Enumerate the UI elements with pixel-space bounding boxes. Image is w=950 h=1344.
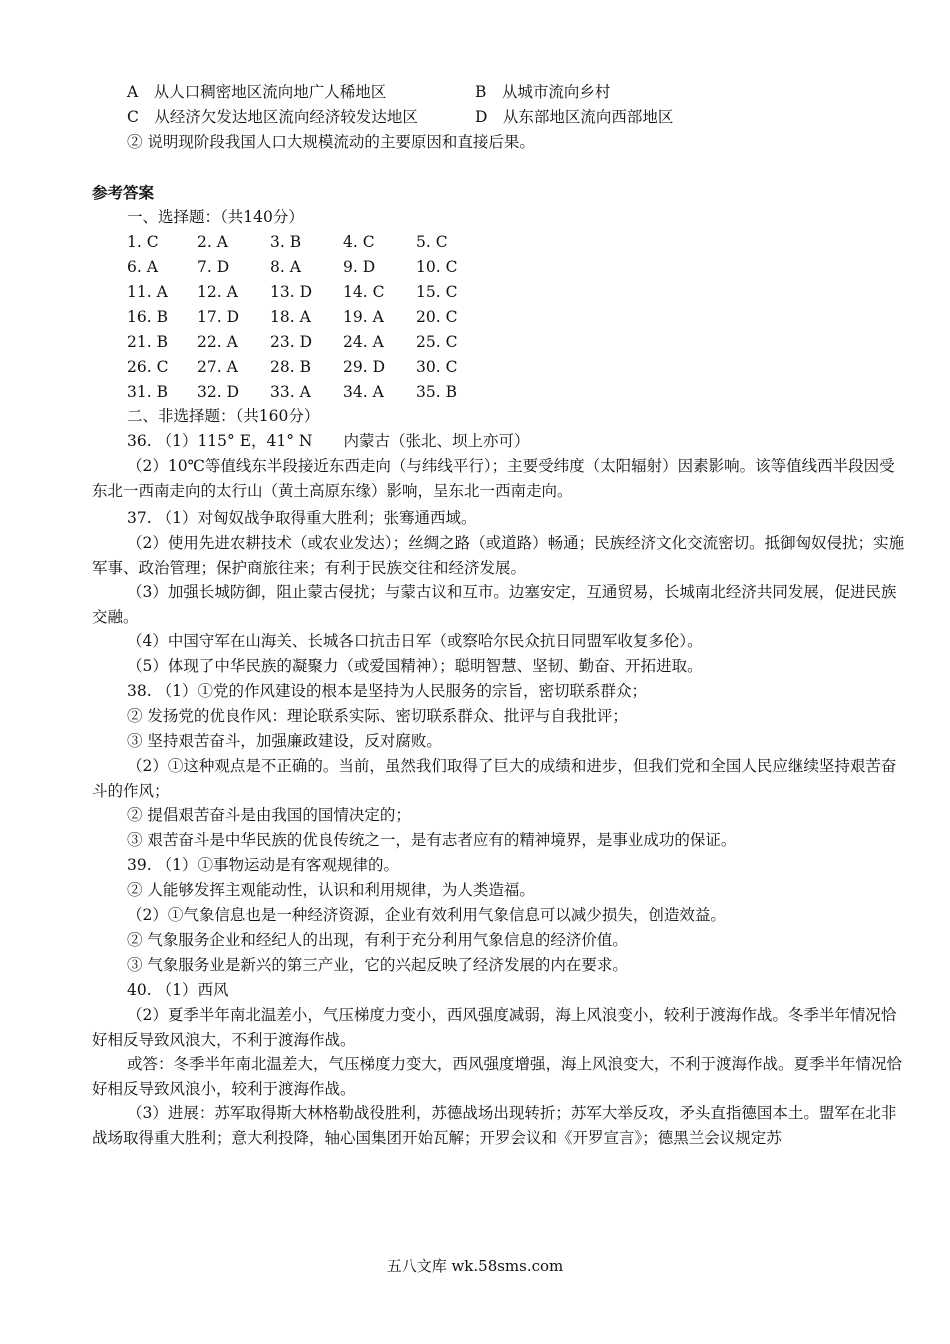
question-prompt: ② 说明现阶段我国人口大规模流动的主要原因和直接后果。 — [127, 133, 535, 151]
choice-answer: 31. B — [127, 383, 168, 401]
choice-answer: 17. D — [197, 308, 240, 326]
choice-answer: 21. B — [127, 333, 168, 351]
answer-40-2-alt: 或答：冬季半年南北温差大，气压梯度力变大，西风强度增强，海上风浪变大，不利于渡海作战。夏季半年情况恰好相反导致风浪小，较利于渡海作战。 — [92, 1055, 903, 1098]
answer-37-1: 37. （1）对匈奴战争取得重大胜利；张骞通西域。 — [127, 509, 477, 527]
answer-39-2c: ③ 气象服务业是新兴的第三产业，它的兴起反映了经济发展的内在要求。 — [127, 956, 628, 974]
answer-39-2: （2）①气象信息也是一种经济资源，企业有效利用气象信息可以减少损失，创造效益。 — [127, 906, 726, 924]
answer-40-2: （2）夏季半年南北温差小，气压梯度力变小，西风强度减弱，海上风浪变小，较利于渡海作战。冬季半年情况恰好相反导致风浪大，不利于渡海作战。 — [92, 1006, 897, 1049]
choice-answer: 34. A — [343, 383, 384, 401]
choice-answer-row — [127, 331, 489, 353]
choice-answer: 32. D — [197, 383, 240, 401]
footer-watermark: 五八文库 wk.58sms.com — [386, 1257, 564, 1275]
choice-answer: 26. C — [127, 358, 169, 376]
choice-answer-row — [127, 356, 489, 378]
answer-36-1: 36. （1）115° E，41° N 内蒙古（张北、坝上亦可） — [127, 432, 530, 450]
choice-answer: 6. A — [127, 258, 158, 276]
choice-answer: 7. D — [197, 258, 230, 276]
choice-answer: 9. D — [343, 258, 376, 276]
choice-answer: 4. C — [343, 233, 375, 251]
answer-38-1c: ③ 坚持艰苦奋斗，加强廉政建设，反对腐败。 — [127, 732, 442, 750]
choice-answer: 18. A — [270, 308, 311, 326]
answer-36-2: （2）10℃等值线东半段接近东西走向（与纬线平行）；主要受纬度（太阳辐射）因素影响。该等值线西半段因受东北一西南走向的太行山（黄土高原东缘）影响，呈东北一西南走向。 — [92, 457, 895, 500]
choice-answer: 24. A — [343, 333, 384, 351]
choice-answer: 19. A — [343, 308, 384, 326]
answer-39-2b: ② 气象服务企业和经纪人的出现，有利于充分利用气象信息的经济价值。 — [127, 931, 628, 949]
answer-37-4: （4）中国守军在山海关、长城各口抗击日军（或察哈尔民众抗日同盟军收复多伦）。 — [127, 632, 703, 650]
choice-answer: 25. C — [416, 333, 458, 351]
choice-answer: 13. D — [270, 283, 313, 301]
choice-answer: 28. B — [270, 358, 311, 376]
choice-answer: 16. B — [127, 308, 168, 326]
choice-answer: 30. C — [416, 358, 458, 376]
choice-answer-row — [127, 281, 489, 303]
option-a: A 从人口稠密地区流向地广人稀地区 — [127, 83, 387, 101]
choice-answer: 35. B — [416, 383, 457, 401]
choice-answer: 5. C — [416, 233, 448, 251]
choice-answer: 3. B — [270, 233, 302, 251]
answer-40-3: （3）进展：苏军取得斯大林格勒战役胜利，苏德战场出现转折；苏军大举反攻，矛头直指德国本土。盟军在北非战场取得重大胜利；意大利投降，轴心国集团开始瓦解；开罗会议和《开罗宣言》；德黑兰会议规定苏 — [92, 1104, 897, 1147]
choice-answer: 27. A — [197, 358, 238, 376]
option-b: B 从城市流向乡村 — [475, 83, 611, 101]
choice-answer: 33. A — [270, 383, 311, 401]
choice-answer: 23. D — [270, 333, 313, 351]
answer-39-1b: ② 人能够发挥主观能动性，认识和利用规律，为人类造福。 — [127, 881, 535, 899]
choice-answer: 14. C — [343, 283, 385, 301]
option-c: C 从经济欠发达地区流向经济较发达地区 — [127, 108, 418, 126]
choice-answer: 20. C — [416, 308, 458, 326]
section-nonchoice-heading: 二、非选择题：（共160分） — [127, 407, 320, 425]
answer-37-5: （5）体现了中华民族的凝聚力（或爱国精神）；聪明智慧、坚韧、勤奋、开拓进取。 — [127, 657, 703, 675]
choice-answer-row — [127, 231, 489, 253]
answer-37-3: （3）加强长城防御，阻止蒙古侵扰；与蒙古议和互市。边塞安定，互通贸易，长城南北经济共同发展，促进民族交融。 — [92, 583, 897, 626]
choice-answer: 1. C — [127, 233, 159, 251]
answer-38-2: （2）①这种观点是不正确的。当前，虽然我们取得了巨大的成绩和进步，但我们党和全国人民应继续坚持艰苦奋斗的作风； — [92, 757, 897, 800]
answers-title: 参考答案 — [92, 183, 155, 202]
choice-answer: 11. A — [127, 283, 168, 301]
choice-answer-row — [127, 256, 489, 278]
choice-answer: 29. D — [343, 358, 386, 376]
answer-37-2: （2）使用先进农耕技术（或农业发达）；丝绸之路（或道路）畅通；民族经济文化交流密切。抵御匈奴侵扰；实施军事、政治管理；保护商旅往来；有利于民族交往和经济发展。 — [92, 534, 905, 577]
answer-38-2b: ② 提倡艰苦奋斗是由我国的国情决定的； — [127, 806, 411, 824]
answer-39-1: 39. （1）①事物运动是有客观规律的。 — [127, 856, 399, 874]
answer-38-2c: ③ 艰苦奋斗是中华民族的优良传统之一，是有志者应有的精神境界，是事业成功的保证。 — [127, 831, 737, 849]
choice-answer: 2. A — [197, 233, 228, 251]
choice-answer-row — [127, 381, 489, 403]
choice-answer-row — [127, 306, 489, 328]
option-d: D 从东部地区流向西部地区 — [475, 108, 674, 126]
answer-38-1b: ② 发扬党的优良作风：理论联系实际、密切联系群众、批评与自我批评； — [127, 707, 628, 725]
answer-40-1: 40. （1）西风 — [127, 981, 229, 999]
section-choice-heading: 一、选择题：（共140分） — [127, 208, 304, 226]
choice-answer: 12. A — [197, 283, 238, 301]
choice-answer: 15. C — [416, 283, 458, 301]
choice-answer: 8. A — [270, 258, 301, 276]
answer-38-1: 38. （1）①党的作风建设的根本是坚持为人民服务的宗旨，密切联系群众； — [127, 682, 647, 700]
choice-answer: 10. C — [416, 258, 458, 276]
choice-answer: 22. A — [197, 333, 238, 351]
